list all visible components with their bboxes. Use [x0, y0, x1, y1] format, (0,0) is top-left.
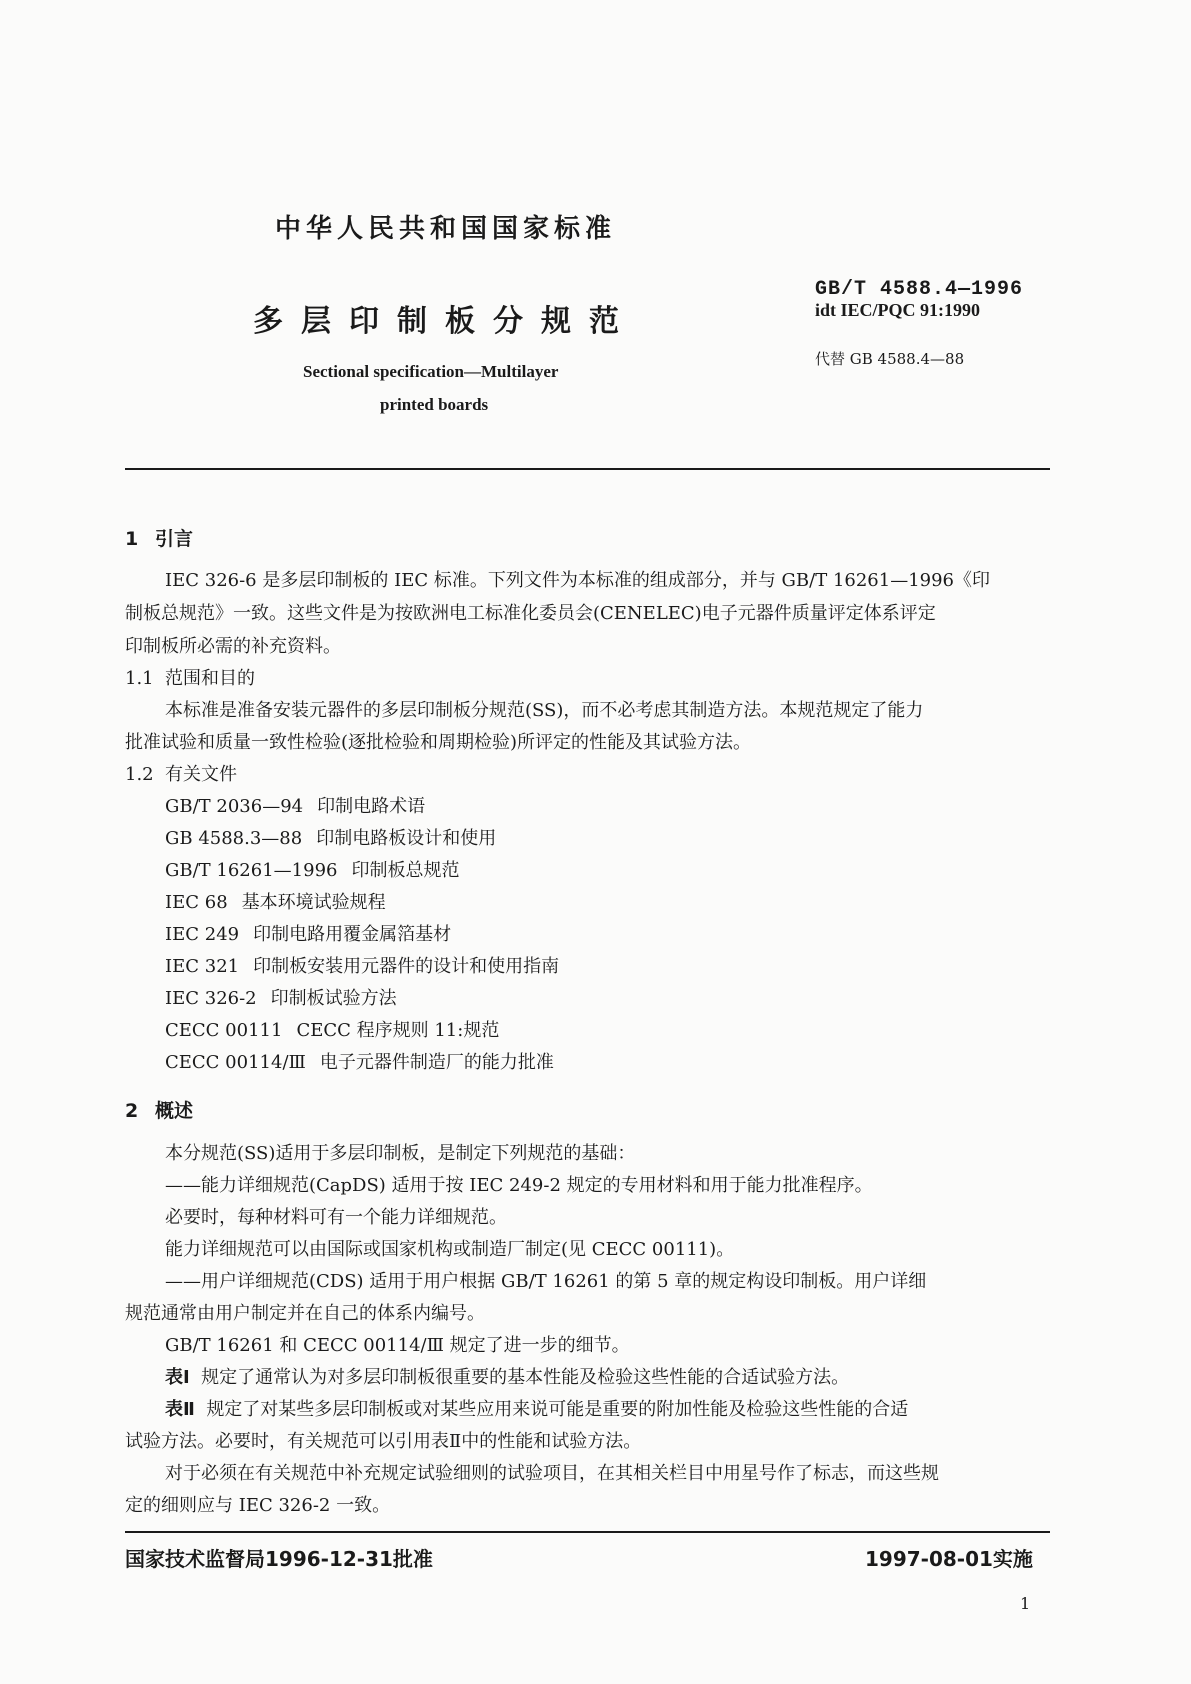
- reference-item: [165, 1052, 554, 1074]
- paragraph-line: 本标准是准备安装元器件的多层印制板分规范(SS)，而不必考虑其制造方法。本规范规定了能力: [165, 700, 924, 721]
- reference-item: [165, 828, 496, 850]
- paragraph-line: 批准试验和质量一致性检验(逐批检验和周期检验)所评定的性能及其试验方法。: [125, 732, 752, 753]
- reference-item: [165, 924, 451, 946]
- document-title-en-line2: printed boards: [380, 395, 489, 414]
- paragraph-line: IEC 326-6 是多层印制板的 IEC 标准。下列文件为本标准的组成部分，并与 GB/T 16261—1996《印: [165, 570, 991, 591]
- reference-code: GB 4588.3—88: [165, 828, 303, 849]
- reference-item: [165, 1020, 499, 1042]
- section-number: 2: [125, 1100, 139, 1122]
- reference-item: [165, 796, 425, 818]
- section-title: 概述: [155, 1100, 194, 1122]
- footer-divider: [125, 1531, 1050, 1533]
- reference-item: [165, 956, 559, 978]
- replaces-note: 代替 GB 4588.4—88: [815, 350, 965, 368]
- reference-code: IEC 68: [165, 892, 228, 913]
- section-1-heading: [125, 528, 193, 550]
- reference-title: 印制板总规范: [351, 860, 460, 881]
- section-1-1-heading: [125, 668, 255, 690]
- table2-label: 表Ⅱ: [165, 1399, 195, 1420]
- idt-reference: idt IEC/PQC 91:1990: [815, 300, 981, 320]
- country-standard-heading: 中华人民共和国国家标准: [275, 214, 617, 244]
- table1-note: [165, 1367, 849, 1389]
- paragraph-line: 规范通常由用户制定并在自己的体系内编号。: [125, 1303, 485, 1324]
- document-title-cn: 多层印制板分规范: [253, 304, 637, 339]
- reference-title: 电子元器件制造厂的能力批准: [319, 1052, 554, 1073]
- paragraph-line: 对于必须在有关规范中补充规定试验细则的试验项目，在其相关栏目中用星号作了标志，而这些规: [165, 1463, 939, 1484]
- section-2-heading: [125, 1100, 193, 1122]
- section-title: 有关文件: [165, 764, 237, 785]
- table1-text: 规定了通常认为对多层印制板很重要的基本性能及检验这些性能的合适试验方法。: [201, 1367, 850, 1388]
- approval-line: 国家技术监督局1996-12-31批准: [125, 1547, 433, 1571]
- reference-title: 印制电路用覆金属箔基材: [253, 924, 452, 945]
- header-divider: [125, 468, 1050, 470]
- paragraph-line: 必要时，每种材料可有一个能力详细规范。: [165, 1207, 507, 1228]
- section-number: 1.2: [125, 764, 154, 785]
- table2-text: 规定了对某些多层印制板或对某些应用来说可能是重要的附加性能及检验这些性能的合适: [206, 1399, 909, 1420]
- reference-code: GB/T 2036—94: [165, 796, 304, 817]
- reference-code: GB/T 16261—1996: [165, 860, 338, 881]
- reference-code: CECC 00114/Ⅲ: [165, 1052, 306, 1073]
- paragraph-line: ——用户详细规范(CDS) 适用于用户根据 GB/T 16261 的第 5 章的规定构设印制板。用户详细: [165, 1271, 927, 1292]
- reference-code: IEC 321: [165, 956, 240, 977]
- standard-code: GB/T 4588.4—1996: [815, 278, 1024, 301]
- paragraph-line: 能力详细规范可以由国际或国家机构或制造厂制定(见 CECC 00111)。: [165, 1239, 735, 1260]
- reference-title: 印制板安装用元器件的设计和使用指南: [253, 956, 560, 977]
- paragraph-line: GB/T 16261 和 CECC 00114/Ⅲ 规定了进一步的细节。: [165, 1335, 630, 1356]
- paragraph-line: 制板总规范》一致。这些文件是为按欧洲电工标准化委员会(CENELEC)电子元器件质量评定体系评定: [125, 603, 936, 624]
- paragraph-line: 本分规范(SS)适用于多层印制板，是制定下列规范的基础：: [165, 1143, 636, 1164]
- section-1-2-heading: [125, 764, 237, 786]
- reference-code: CECC 00111: [165, 1020, 283, 1041]
- effective-date: 1997-08-01实施: [865, 1547, 1033, 1571]
- section-number: 1.1: [125, 668, 154, 689]
- reference-item: [165, 860, 459, 882]
- paragraph-line: 定的细则应与 IEC 326-2 一致。: [125, 1495, 391, 1516]
- reference-code: IEC 249: [165, 924, 240, 945]
- table2-note: [165, 1399, 908, 1421]
- section-number: 1: [125, 528, 139, 550]
- section-title: 范围和目的: [165, 668, 255, 689]
- section-title: 引言: [155, 528, 194, 550]
- table1-label: 表Ⅰ: [165, 1367, 190, 1388]
- reference-code: IEC 326-2: [165, 988, 257, 1009]
- paragraph-line: 试验方法。必要时，有关规范可以引用表Ⅱ中的性能和试验方法。: [125, 1431, 642, 1452]
- reference-title: 基本环境试验规程: [241, 892, 386, 913]
- paragraph-line: ——能力详细规范(CapDS) 适用于按 IEC 249-2 规定的专用材料和用于能力批准程序。: [165, 1175, 873, 1196]
- reference-item: [165, 892, 386, 914]
- page-number: 1: [1020, 1594, 1031, 1613]
- reference-item: [165, 988, 397, 1010]
- reference-title: 印制电路术语: [317, 796, 426, 817]
- reference-title: CECC 程序规则 11:规范: [296, 1020, 500, 1041]
- reference-title: 印制电路板设计和使用: [316, 828, 497, 849]
- document-title-en-line1: Sectional specification—Multilayer: [303, 362, 559, 381]
- paragraph-line: 印制板所必需的补充资料。: [125, 636, 341, 657]
- reference-title: 印制板试验方法: [270, 988, 397, 1009]
